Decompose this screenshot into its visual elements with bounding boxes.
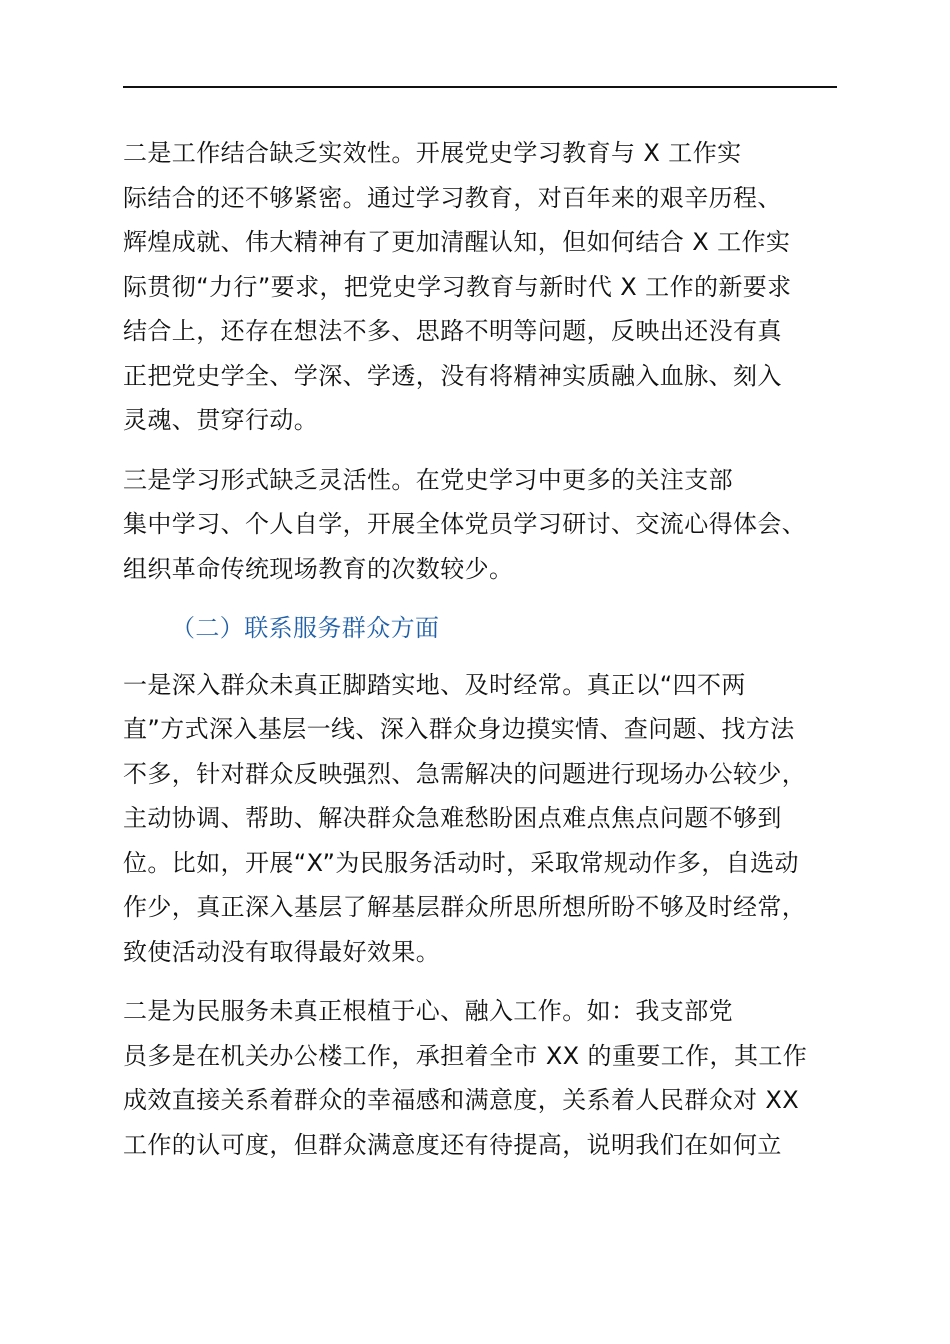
paragraph-grassroots-contact: 一是深入群众未真正脚踏实地、及时经常。真正以“四不两 直”方式深入基层一线、深入群众身边摸实情、查问题、找方法 不多，针对群众反映强烈、急需解决的问题进行现场办公较少， 主动协调、帮助、解决群众急难愁盼困点难点焦点问题不够到 位。比如，开展“X”为民服务活动时，采取常规动作多，自选动 作少，真正深入基层了解基层群众所思所想所盼不够及时经常， 致使活动没有取得最好效果。 [123, 670, 807, 966]
document-body [123, 131, 863, 1182]
header-rule [123, 86, 837, 88]
section-heading-serving-masses: （二）联系服务群众方面 [171, 614, 440, 642]
paragraph-study-format: 三是学习形式缺乏灵活性。在党史学习中更多的关注支部 集中学习、个人自学，开展全体党员学习研讨、交流心得体会、 组织革命传统现场教育的次数较少。 [123, 465, 807, 583]
paragraph-work-integration: 二是工作结合缺乏实效性。开展党史学习教育与 X 工作实 际结合的还不够紧密。通过学习教育，对百年来的艰辛历程、 辉煌成就、伟大精神有了更加清醒认知，但如何结合 X 工作实 际贯彻“力行”要求，把党史学习教育与新时代 X 工作的新要求 结合上，还存在想法不多、思路不明等问题，反映出还没有真 正把党史学全、学深、学透，没有将精神实质融入血脉、刻入 灵魂、贯穿行动。 [123, 139, 792, 434]
paragraph-public-service: 二是为民服务未真正根植于心、融入工作。如：我支部党 员多是在机关办公楼工作，承担着全市 XX 的重要工作，其工作 成效直接关系着群众的幸福感和满意度，关系着人民群众对 XX 工作的认可度，但群众满意度还有待提高，说明我们在如何立 [123, 997, 808, 1159]
